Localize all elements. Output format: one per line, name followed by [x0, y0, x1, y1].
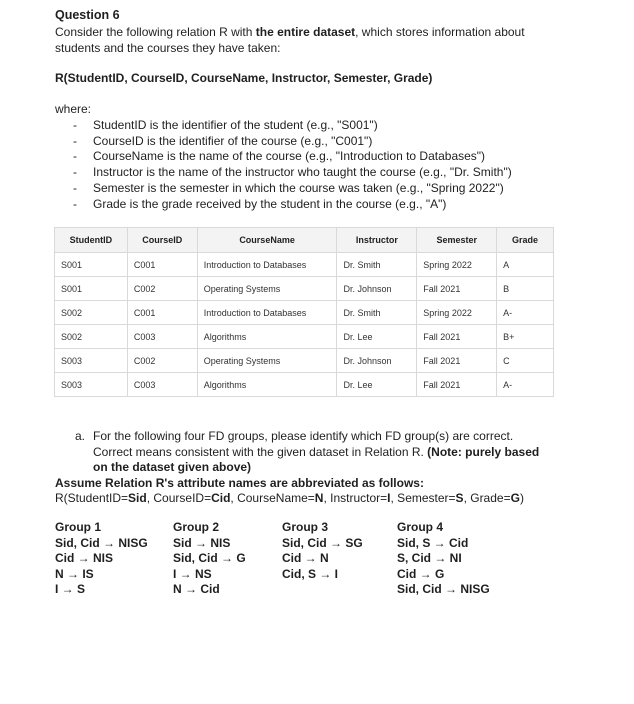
attribute-list: [73, 118, 512, 212]
dataset-table: [54, 227, 554, 397]
table-cell: Dr. Johnson: [337, 349, 417, 373]
abbr-code: I: [387, 491, 391, 505]
question-intro: [55, 24, 555, 56]
column-header: Semester: [417, 228, 497, 253]
functional-dependency: Cid, S → I: [282, 566, 339, 581]
part-a-note: (Note: purely based on the dataset given above): [93, 444, 540, 474]
group-title: Group 4: [397, 520, 444, 534]
functional-dependency: Sid, Cid → SG: [282, 535, 363, 550]
part-a-question: [75, 429, 555, 476]
abbr-code: S: [455, 491, 464, 505]
table-cell: Fall 2021: [417, 277, 497, 301]
abbr-code: Sid: [128, 491, 147, 505]
table-cell: S003: [55, 349, 128, 373]
table-cell: Fall 2021: [417, 349, 497, 373]
table-cell: S003: [55, 373, 128, 397]
table-cell: C002: [127, 277, 197, 301]
group-title: Group 2: [173, 520, 220, 534]
table-row: [55, 301, 554, 325]
fd-group-4: [397, 520, 490, 598]
part-a-label: a.: [75, 429, 86, 443]
fd-group-3: [282, 520, 363, 582]
column-header: CourseID: [127, 228, 197, 253]
table-cell: S002: [55, 301, 128, 325]
question-title: Question 6: [55, 8, 120, 22]
functional-dependency: Sid, Cid → NISG: [397, 582, 490, 596]
table-cell: C001: [127, 301, 197, 325]
table-cell: Dr. Smith: [337, 301, 417, 325]
part-a-text-main: For the following four FD groups, please identify which FD group(s) are correct. Correct means consistent with the given dataset in Relation R.: [93, 429, 514, 459]
abbr-code: Cid: [211, 491, 231, 505]
functional-dependency: S, Cid → NI: [397, 551, 462, 565]
abbreviation-mapping: [55, 490, 524, 506]
table-cell: Fall 2021: [417, 325, 497, 349]
attribute-item: - CourseID is the identifier of the course (e.g., "C001"): [73, 134, 512, 150]
table-cell: C001: [127, 253, 197, 277]
abbr-code: G: [510, 491, 520, 505]
table-cell: Introduction to Databases: [197, 301, 337, 325]
table-cell: Operating Systems: [197, 349, 337, 373]
abbr-text: , CourseName=: [230, 491, 315, 505]
table-row: [55, 373, 554, 397]
abbr-code: N: [314, 491, 324, 505]
table-cell: A-: [497, 301, 554, 325]
attribute-item: - CourseName is the name of the course (e.g., "Introduction to Databases"): [73, 149, 512, 165]
attribute-item: - Instructor is the name of the instructor who taught the course (e.g., "Dr. Smith"): [73, 165, 512, 181]
table-cell: Dr. Johnson: [337, 277, 417, 301]
table-cell: Dr. Smith: [337, 253, 417, 277]
functional-dependency: N → IS: [55, 566, 94, 581]
intro-text-emphasis: the entire dataset: [255, 25, 356, 39]
attribute-item: - Semester is the semester in which the course was taken (e.g., "Spring 2022"): [73, 181, 512, 197]
functional-dependency: N → Cid: [173, 582, 220, 596]
fd-group-1: [55, 520, 148, 598]
functional-dependency: Sid, Cid → G: [173, 551, 246, 565]
column-header: Grade: [497, 228, 554, 253]
table-row: [55, 253, 554, 277]
table-row: [55, 349, 554, 373]
abbr-text: , Instructor=: [323, 491, 388, 505]
intro-text-end: , which stores information about students and the courses they have taken:: [55, 25, 525, 55]
table-cell: C002: [127, 349, 197, 373]
table-cell: S002: [55, 325, 128, 349]
intro-text-start: Consider the following relation R with: [55, 25, 256, 39]
table-cell: Dr. Lee: [337, 373, 417, 397]
table-cell: C003: [127, 373, 197, 397]
functional-dependency: Cid → G: [397, 566, 445, 581]
table-row: [55, 325, 554, 349]
table-cell: S001: [55, 253, 128, 277]
table-header-row: [55, 228, 554, 253]
table-cell: A-: [497, 373, 554, 397]
functional-dependency: Sid, S → Cid: [397, 535, 469, 550]
abbr-text: , Grade=: [463, 491, 511, 505]
column-header: StudentID: [55, 228, 128, 253]
functional-dependency: I → NS: [173, 566, 212, 581]
part-a-text: [93, 429, 555, 476]
functional-dependency: I → S: [55, 582, 86, 596]
table-cell: Introduction to Databases: [197, 253, 337, 277]
table-cell: Spring 2022: [417, 253, 497, 277]
functional-dependency: Cid → NIS: [55, 551, 114, 565]
table-cell: Fall 2021: [417, 373, 497, 397]
relation-schema: R(StudentID, CourseID, CourseName, Instructor, Semester, Grade): [55, 71, 433, 85]
table-cell: A: [497, 253, 554, 277]
table-cell: Algorithms: [197, 325, 337, 349]
table-cell: Algorithms: [197, 373, 337, 397]
group-title: Group 3: [282, 520, 329, 534]
abbreviation-heading: Assume Relation R's attribute names are abbreviated as follows:: [55, 476, 424, 490]
table-cell: C: [497, 349, 554, 373]
table-cell: B: [497, 277, 554, 301]
fd-group-2: [173, 520, 246, 598]
abbr-text: , CourseID=: [146, 491, 212, 505]
abbr-text: R(StudentID=: [55, 491, 129, 505]
table-cell: Spring 2022: [417, 301, 497, 325]
attribute-item: - Grade is the grade received by the student in the course (e.g., "A"): [73, 197, 512, 213]
attribute-item: - StudentID is the identifier of the student (e.g., "S001"): [73, 118, 512, 134]
table-row: [55, 277, 554, 301]
functional-dependency: Sid → NIS: [173, 535, 231, 550]
table-cell: C003: [127, 325, 197, 349]
column-header: Instructor: [337, 228, 417, 253]
functional-dependency: Sid, Cid → NISG: [55, 535, 148, 550]
functional-dependency: Cid → N: [282, 551, 329, 565]
abbr-text: ): [519, 491, 524, 505]
table-cell: Dr. Lee: [337, 325, 417, 349]
group-title: Group 1: [55, 520, 102, 534]
where-label: where:: [55, 102, 92, 116]
column-header: CourseName: [197, 228, 337, 253]
table-cell: S001: [55, 277, 128, 301]
table-cell: B+: [497, 325, 554, 349]
table-cell: Operating Systems: [197, 277, 337, 301]
abbr-text: , Semester=: [390, 491, 456, 505]
